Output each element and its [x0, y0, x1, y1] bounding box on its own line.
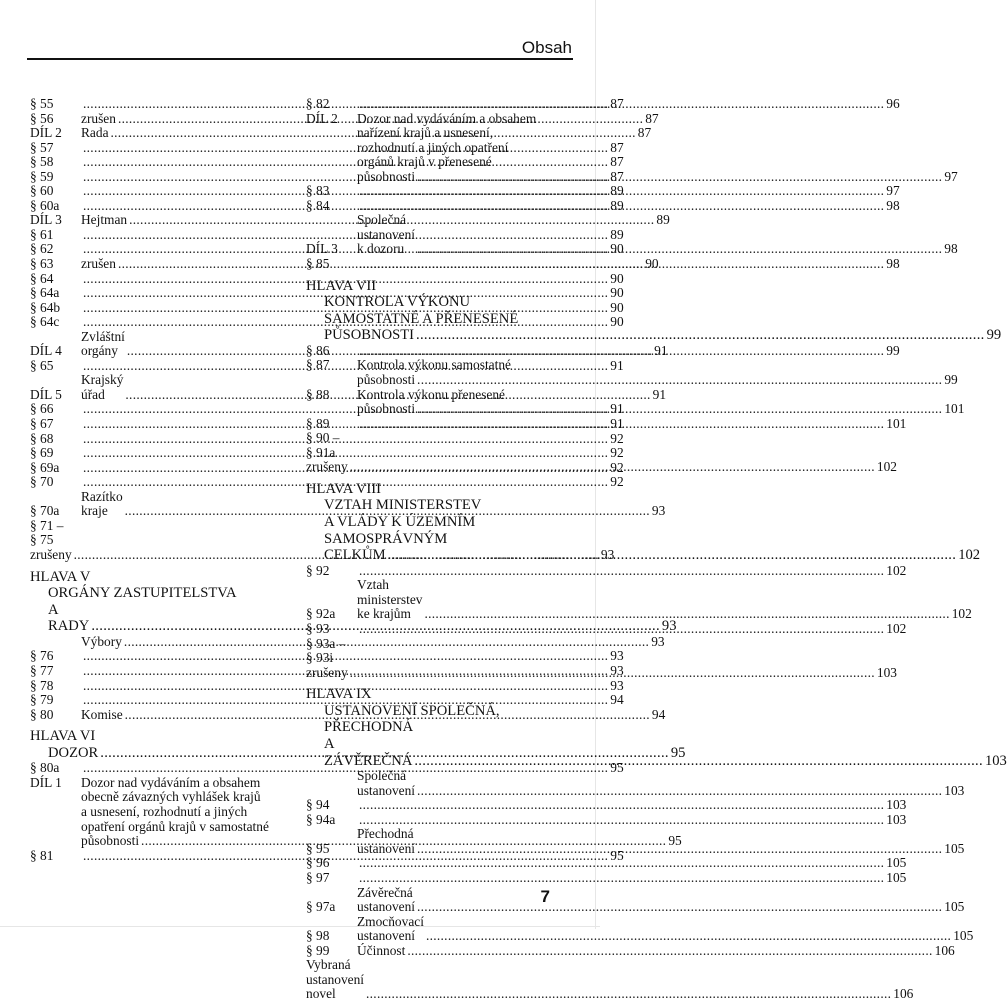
entry-number: § 64c	[30, 314, 60, 330]
entry-text: § 71 – § 75 zrušeny	[30, 517, 72, 562]
entry-number: § 61	[30, 226, 54, 242]
entry-text-line: Dozor nad vydáváním a obsahem	[357, 110, 537, 126]
entry-text: Rada	[81, 125, 109, 141]
chapter-title-line: DOZOR	[48, 744, 99, 761]
chapter-title-line: A VLÁDY K ÚZEMNÍM	[324, 514, 476, 531]
entry-number: § 86	[306, 342, 330, 358]
dot-leader	[359, 813, 884, 828]
dot-leader	[359, 184, 884, 199]
entry-text-line: nařízení krajů a usnesení,	[357, 125, 494, 141]
entry-number: § 80	[30, 706, 54, 722]
entry-number: DÍL 4	[30, 343, 62, 359]
entry-text: Zvláštní orgány	[81, 328, 125, 359]
page-number: 87	[645, 110, 659, 126]
page-number: 90	[610, 299, 624, 315]
dot-leader	[417, 402, 942, 417]
page-number: 89	[610, 226, 624, 242]
chapter-title-line: A RADY	[48, 601, 90, 635]
page-number: 101	[886, 415, 907, 431]
page-number: 105	[886, 870, 907, 885]
dot-leader	[407, 944, 932, 959]
toc-right-column	[306, 96, 1007, 1002]
entry-number: § 97	[306, 870, 330, 885]
page-number: 96	[886, 96, 900, 111]
entry-number: § 55	[30, 96, 54, 111]
toc-entry[interactable]	[30, 445, 624, 461]
entry-number: DÍL 5	[30, 386, 62, 402]
page-number: 103	[886, 797, 907, 813]
entry-number: § 97a	[306, 899, 336, 915]
page-number: 92	[610, 474, 624, 490]
dot-leader	[359, 344, 884, 359]
entry-text-line: Kontrola výkonu samostatné	[357, 357, 511, 373]
running-head: Obsah	[521, 38, 572, 57]
page-number: 95	[670, 744, 686, 761]
entry-text-line: Dozor nad vydáváním a obsahem	[81, 774, 261, 790]
page-number: 102	[886, 621, 907, 637]
entry-number: § 88	[306, 386, 330, 402]
entry-number: § 84	[306, 197, 330, 213]
page-number: 95	[668, 833, 682, 849]
page-number: 103	[886, 811, 907, 827]
page-number: 102	[958, 547, 981, 564]
page-number: 95	[610, 760, 624, 776]
page-number: 92	[610, 445, 624, 461]
dot-leader	[359, 871, 884, 886]
toc-entry[interactable]	[306, 884, 965, 915]
page-number: 87	[610, 168, 624, 184]
page-number: 98	[886, 256, 900, 272]
page-number: 102	[876, 459, 897, 475]
entry-number: § 63	[30, 256, 54, 272]
entry-number: DÍL 1	[30, 774, 62, 790]
entry-text: zrušen	[81, 256, 116, 272]
entry-number: § 85	[306, 256, 330, 272]
page-number: 106	[893, 986, 914, 1002]
page-number: 91	[610, 401, 624, 417]
entry-text-line: Kontrola výkonu přenesené	[357, 386, 505, 402]
entry-text: Razítko kraje	[81, 488, 123, 519]
page-number: 91	[610, 416, 624, 432]
page-number: 90	[645, 256, 659, 272]
dot-leader	[359, 856, 884, 871]
toc-entry[interactable]	[306, 811, 907, 828]
page-number: 90	[610, 314, 624, 330]
dot-leader	[426, 929, 951, 944]
page-number: 91	[654, 343, 668, 359]
page-number: 93	[651, 633, 665, 649]
entry-number: § 92a	[306, 606, 336, 622]
chapter-title-line: PŘECHODNÁ	[324, 719, 414, 736]
chapter-label: HLAVA IX	[306, 686, 372, 703]
entry-text: Účinnost	[357, 942, 406, 958]
entry-number: § 80a	[30, 760, 60, 776]
page-number: 105	[953, 928, 974, 944]
entry-number: § 94a	[306, 811, 336, 827]
entry-number: § 70a	[30, 503, 60, 519]
toc-entry[interactable]	[306, 826, 965, 856]
chapter-label: HLAVA V	[30, 568, 91, 585]
page-number: 87	[610, 96, 624, 111]
page-number: 105	[944, 899, 965, 915]
entry-number: § 87	[306, 357, 330, 373]
entry-text: zrušen	[81, 110, 116, 126]
toc-entry[interactable]	[30, 212, 670, 228]
dot-leader	[359, 199, 884, 214]
toc-entry[interactable]	[306, 870, 907, 886]
page-number: 94	[651, 706, 666, 722]
entry-text: § 93a – § 93i zrušeny	[306, 635, 348, 680]
toc-entry[interactable]	[30, 430, 624, 447]
page-number: 90	[610, 285, 624, 301]
dot-leader	[417, 842, 942, 857]
chapter-title-line: A ZÁVĚREČNÁ	[324, 735, 413, 769]
entry-text-line: obecně závazných vyhlášek krajů	[81, 789, 261, 805]
entry-number: § 57	[30, 139, 54, 155]
page-number: 98	[886, 197, 900, 213]
entry-text: § 90 – § 91a zrušeny	[306, 430, 348, 475]
entry-text-line: a usnesení, rozhodnutí a jiných	[81, 803, 248, 819]
entry-number: § 82	[306, 96, 330, 111]
toc-entry[interactable]	[30, 226, 624, 243]
page-number: 99	[886, 342, 900, 358]
toc-entry[interactable]	[306, 562, 907, 579]
chapter-label: HLAVA VIII	[306, 480, 382, 497]
toc-group	[306, 797, 974, 958]
entry-text: Vybraná ustanovení novel	[306, 957, 365, 1002]
entry-number: § 83	[306, 183, 330, 199]
entry-text: Krajský úřad	[81, 372, 124, 402]
page-number: 103	[984, 752, 1007, 769]
toc-entry[interactable]	[306, 415, 907, 432]
page-number: 98	[944, 241, 958, 257]
entry-text: Výbory	[81, 633, 122, 649]
page-number-folio: 7	[540, 887, 550, 906]
header-rule	[27, 58, 573, 60]
entry-text-line: působnosti	[81, 833, 140, 849]
entry-number: § 92	[306, 562, 330, 578]
page-number: 89	[656, 212, 670, 228]
entry-number: § 69a	[30, 459, 60, 475]
entry-number: § 94	[306, 797, 330, 813]
dot-leader	[417, 373, 942, 388]
entry-text: Závěrečná ustanovení	[357, 884, 416, 915]
chapter-title-line: PŮSOBNOSTI	[324, 327, 415, 344]
entry-text-line: působnosti	[357, 401, 416, 417]
entry-number: § 99	[306, 942, 330, 958]
entry-number: DÍL 3	[30, 212, 62, 228]
entry-number: § 77	[30, 662, 54, 678]
page-number: 90	[610, 270, 624, 286]
page-number: 93	[651, 503, 666, 519]
entry-text-line: opatření orgánů krajů v samostatné	[81, 818, 269, 834]
dot-leader	[359, 564, 884, 579]
toc-entry[interactable]	[306, 577, 972, 622]
chapter-label: HLAVA VII	[306, 277, 377, 294]
entry-number: § 60	[30, 183, 54, 199]
page-number: 93	[600, 546, 615, 562]
toc-entry-range[interactable]	[306, 635, 897, 681]
page-number: 105	[944, 840, 965, 856]
toc-entry[interactable]	[30, 760, 624, 776]
entry-text: Vztah ministerstev ke krajům	[357, 577, 423, 622]
entry-number: § 64b	[30, 299, 61, 315]
entry-number: § 79	[30, 692, 54, 708]
entry-number: § 60a	[30, 197, 60, 213]
entry-number: § 81	[30, 847, 54, 863]
toc-group	[306, 562, 972, 637]
entry-text-line: působnosti	[357, 372, 416, 388]
dot-leader	[359, 798, 884, 813]
chapter-title-line: CELKŮM	[324, 547, 386, 564]
page-number: 97	[944, 168, 958, 184]
page-number: 93	[610, 677, 624, 693]
toc-entry[interactable]	[306, 621, 907, 637]
entry-number: § 95	[306, 840, 330, 856]
dot-leader	[350, 662, 875, 681]
page-number: 89	[610, 197, 624, 213]
page-number: 87	[637, 125, 652, 141]
page-number: 93	[610, 662, 624, 678]
entry-text: Hejtman	[81, 212, 128, 228]
entry-number: § 76	[30, 648, 54, 664]
page-number: 95	[610, 847, 624, 863]
page-number: 106	[934, 942, 955, 958]
entry-text: Komise	[81, 706, 123, 722]
entry-text: Společná ustanovení k dozoru	[357, 212, 416, 257]
toc-entry[interactable]	[306, 913, 974, 944]
toc-entry[interactable]	[30, 677, 624, 694]
dot-leader	[424, 607, 949, 622]
dot-leader	[366, 987, 891, 1002]
entry-text: Přechodná ustanovení	[357, 826, 416, 856]
entry-number: § 89	[306, 415, 330, 431]
dot-leader	[359, 622, 884, 637]
toc-entry-novely[interactable]	[306, 957, 914, 1002]
entry-number: § 70	[30, 474, 54, 490]
page-number: 101	[944, 401, 965, 417]
dot-leader	[359, 257, 884, 272]
toc-entry[interactable]	[306, 797, 907, 813]
entry-number: § 56	[30, 110, 54, 126]
page-number: 89	[610, 183, 624, 199]
page-number: 94	[610, 692, 624, 708]
entry-number: § 68	[30, 430, 54, 446]
entry-number: § 67	[30, 416, 54, 432]
dot-leader	[388, 547, 957, 564]
page-number: 90	[610, 241, 624, 257]
toc-entry[interactable]	[30, 459, 624, 476]
chapter-title-line: ORGÁNY ZASTUPITELSTVA	[48, 585, 237, 602]
entry-number: § 69	[30, 445, 54, 461]
toc-entry[interactable]	[30, 662, 624, 679]
chapter-title-line: VZTAH MINISTERSTEV	[324, 497, 482, 514]
dot-leader	[416, 327, 985, 344]
page-number: 91	[652, 386, 667, 402]
toc-entry[interactable]	[30, 648, 624, 664]
page-number: 91	[610, 357, 624, 373]
toc-entry[interactable]	[306, 942, 955, 959]
entry-number: § 66	[30, 401, 54, 417]
dot-leader	[359, 417, 884, 432]
page-number: 92	[610, 459, 624, 475]
dot-leader	[350, 460, 875, 475]
chapter-title-line: SAMOSPRÁVNÝM	[324, 530, 448, 547]
entry-text: Zmocňovací ustanovení	[357, 913, 424, 944]
dot-leader	[359, 97, 884, 112]
entry-number: § 62	[30, 241, 54, 257]
chapter-label: HLAVA VI	[30, 728, 96, 745]
entry-number: DÍL 2	[30, 125, 62, 141]
entry-number: DÍL 3	[306, 241, 338, 257]
page-number: 93	[661, 618, 677, 635]
chapter-title-line: KONTROLA VÝKONU	[324, 294, 471, 311]
page-number: 103	[876, 664, 897, 680]
entry-number: § 65	[30, 357, 54, 373]
entry-text-line: rozhodnutí a jiných opatření	[357, 139, 509, 155]
entry-number: § 96	[306, 855, 330, 871]
dot-leader	[414, 753, 983, 770]
page-number: 105	[886, 855, 907, 871]
page-number: 103	[944, 782, 965, 798]
page-number: 92	[610, 430, 624, 446]
dot-leader	[417, 784, 942, 799]
entry-number: § 58	[30, 154, 54, 170]
dot-leader	[417, 900, 942, 915]
chapter-title-line: USTANOVENÍ SPOLEČNÁ,	[324, 702, 500, 719]
entry-number: § 98	[306, 928, 330, 944]
page-number: 93	[610, 648, 624, 664]
dot-leader	[417, 242, 942, 257]
page-number: 87	[610, 154, 624, 170]
dot-leader	[417, 170, 942, 185]
page-number: 99	[986, 327, 1002, 344]
page-number: 102	[886, 562, 907, 578]
entry-number: § 93	[306, 621, 330, 637]
entry-number: § 64	[30, 270, 54, 286]
entry-number: § 78	[30, 677, 54, 693]
entry-number: DÍL 2	[306, 110, 338, 126]
entry-number: § 59	[30, 168, 54, 184]
chapter-title-line: SAMOSTATNÉ A PŘENESENÉ	[324, 310, 519, 327]
toc-entry-section[interactable]	[30, 633, 665, 650]
entry-number: § 64a	[30, 285, 60, 301]
entry-text: Společná ustanovení	[357, 768, 416, 798]
page-number: 99	[944, 372, 958, 388]
page-number: 97	[886, 183, 900, 199]
entry-text-line: orgánů krajů v přenesené	[357, 154, 492, 170]
entry-text-line: působnosti	[357, 168, 416, 184]
page-number: 87	[610, 139, 624, 155]
page-number: 102	[951, 606, 972, 622]
